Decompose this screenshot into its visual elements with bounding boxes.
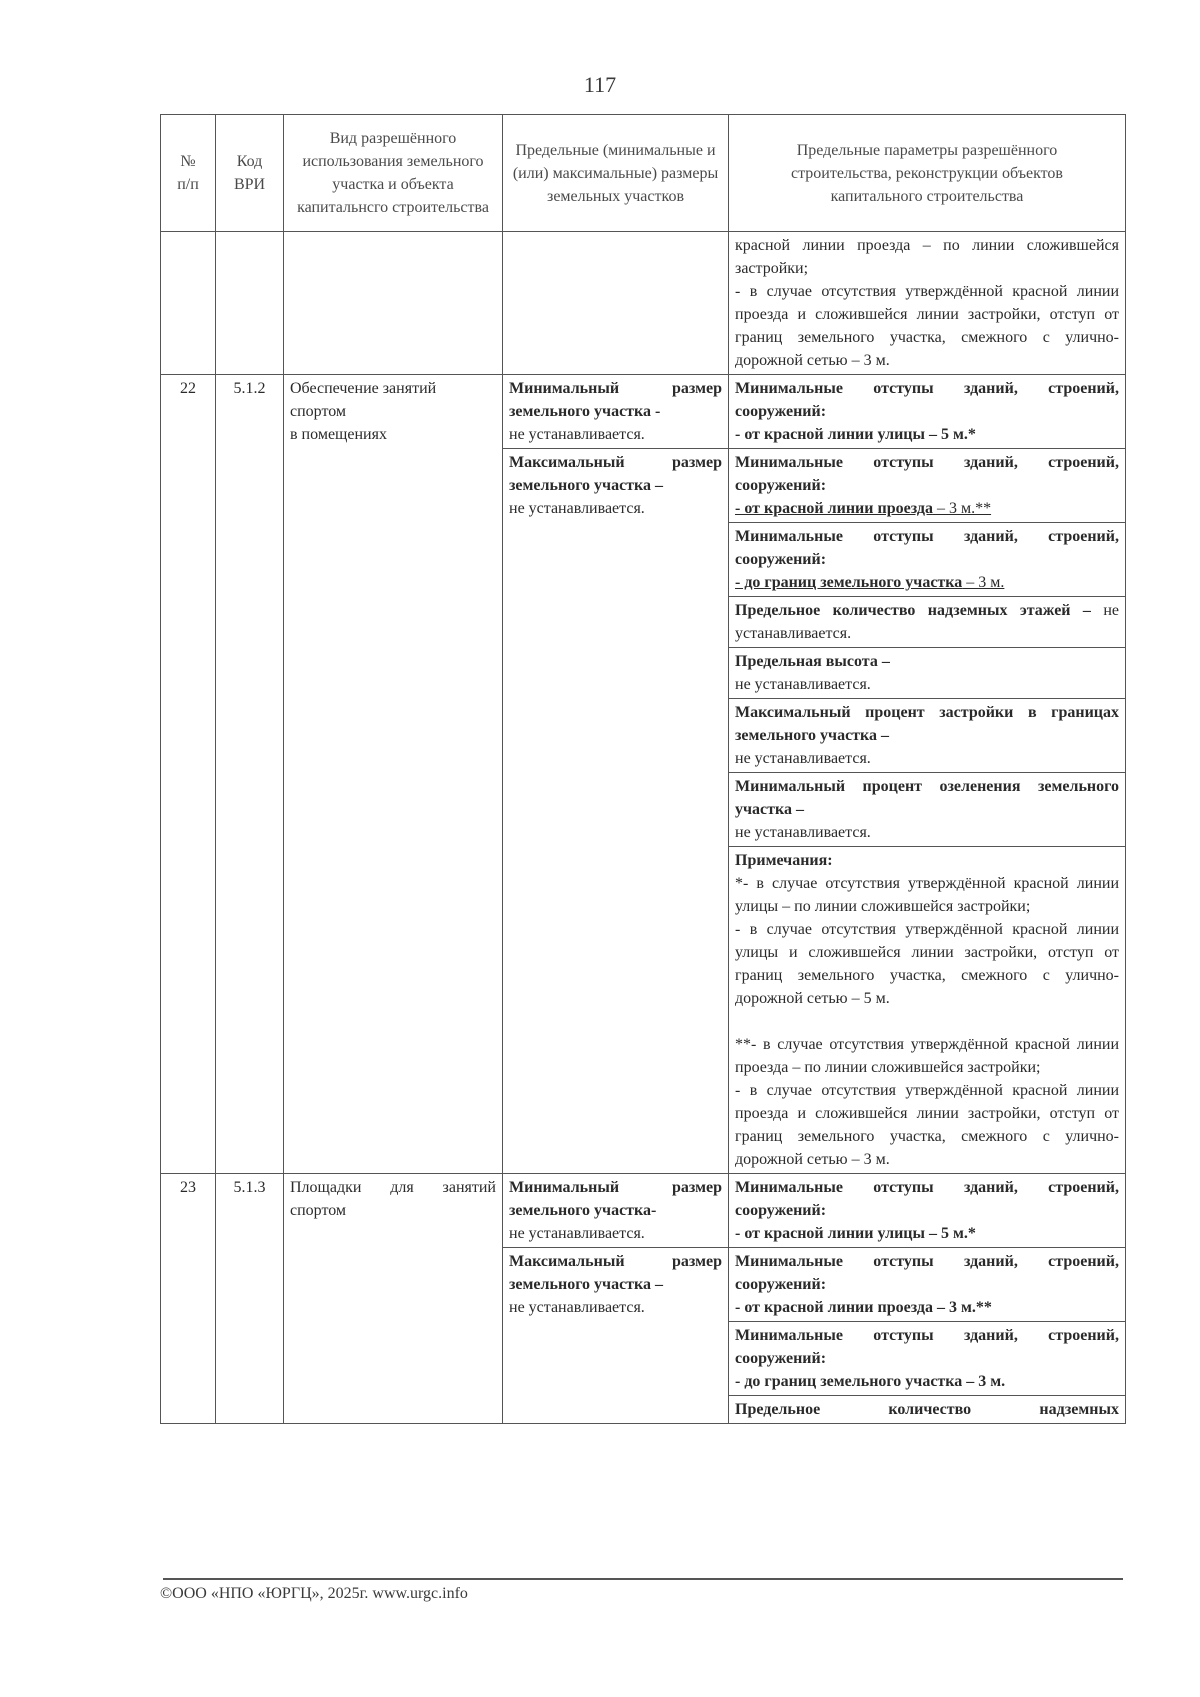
row-code: 5.1.2 [216, 375, 284, 1174]
header-no: № п/п [161, 115, 216, 232]
header-code: Код ВРИ [216, 115, 284, 232]
param-cell: Минимальные отступы зданий, строений, сооружений: - от красной линии улицы – 5 м.* [729, 375, 1126, 449]
max-size-label: Максимальный размер земельного участка – [509, 1253, 722, 1293]
row-max-size [503, 1248, 729, 1424]
param-cell: Минимальный процент озеленения земельного участка – не устанавливается. [729, 773, 1126, 847]
footer-divider [163, 1578, 1123, 1580]
note-2: **- в случае отсутствия утверждённой красной линии проезда – по линии сложившейся застройки; - в случае отсутствия утверждённой красной линии проезда и сложившейся линии застройки, отступ от границ земельного участка, смежного с улично-дорожной сетью – 3 м. [735, 1036, 1119, 1168]
max-size-value: не устанавливается. [509, 1299, 645, 1316]
row-min-size [503, 375, 729, 449]
min-size-label: Минимальный размер земельного участка- [509, 1179, 722, 1219]
row-code: 5.1.3 [216, 1174, 284, 1424]
table-row [161, 1174, 1126, 1248]
table-header-row [161, 115, 1126, 232]
min-size-label: Минимальный размер земельного участка - [509, 380, 722, 420]
note-1: *- в случае отсутствия утверждённой красной линии улицы – по линии сложившейся застройки; - в случае отсутствия утверждённой красной линии улицы и сложившейся линии застройки, отступ от границ земельного участка, смежного с улично-дорожной сетью – 5 м. [735, 875, 1119, 1007]
page-number: 117 [583, 72, 617, 97]
param-cell: Минимальные отступы зданий, строений, сооружений: - от красной линии проезда – 3 м.** [729, 1248, 1126, 1322]
param-cell: Минимальные отступы зданий, строений, сооружений: - от красной линии улицы – 5 м.* [729, 1174, 1126, 1248]
row-use: Обеспечение занятий спортом в помещениях [284, 375, 503, 1174]
notes-title: Примечания: [735, 852, 833, 869]
min-size-value: не устанавливается. [509, 1225, 645, 1242]
row-use: Площадки для занятий спортом [284, 1174, 503, 1424]
row-max-size [503, 449, 729, 1174]
param-cell: Минимальные отступы зданий, строений, сооружений: - от красной линии проезда – 3 м.** [729, 449, 1126, 523]
table-row [161, 375, 1126, 449]
param-cell: Предельная высота – не устанавливается. [729, 648, 1126, 699]
param-cell: Предельное количество надземных [729, 1396, 1126, 1424]
table-row [161, 232, 1126, 375]
param-cell: Минимальные отступы зданий, строений, сооружений: - до границ земельного участка – 3 м. [729, 523, 1126, 597]
row-number: 23 [161, 1174, 216, 1424]
param-cell: Минимальные отступы зданий, строений, сооружений: - до границ земельного участка – 3 м. [729, 1322, 1126, 1396]
notes-cell [729, 847, 1126, 1174]
min-size-value: не устанавливается. [509, 426, 645, 443]
max-size-label: Максимальный размер земельного участка – [509, 454, 722, 494]
header-params: Предельные параметры разрешённого строительства, реконструкции объектов капитального строительства [729, 115, 1126, 232]
header-size: Предельные (минимальные и (или) максимальные) размеры земельных участков [503, 115, 729, 232]
footer-copyright: ©ООО «НПО «ЮРГЦ», 2025г. www.urgc.info [160, 1585, 468, 1602]
regulations-table [160, 114, 1126, 1424]
param-cell: Предельное количество надземных этажей – не устанавливается. [729, 597, 1126, 648]
params-continued: красной линии проезда – по линии сложившейся застройки; - в случае отсутствия утверждённой красной линии проезда и сложившейся линии застройки, отступ от границ земельного участка, смежного с улично-дорожной сетью – 3 м. [729, 232, 1126, 375]
max-size-value: не устанавливается. [509, 500, 645, 517]
row-min-size [503, 1174, 729, 1248]
row-number: 22 [161, 375, 216, 1174]
header-use: Вид разрешённого использования земельного участка и объекта капитальнсго строительства [284, 115, 503, 232]
param-cell: Максимальный процент застройки в границах земельного участка – не устанавливается. [729, 699, 1126, 773]
